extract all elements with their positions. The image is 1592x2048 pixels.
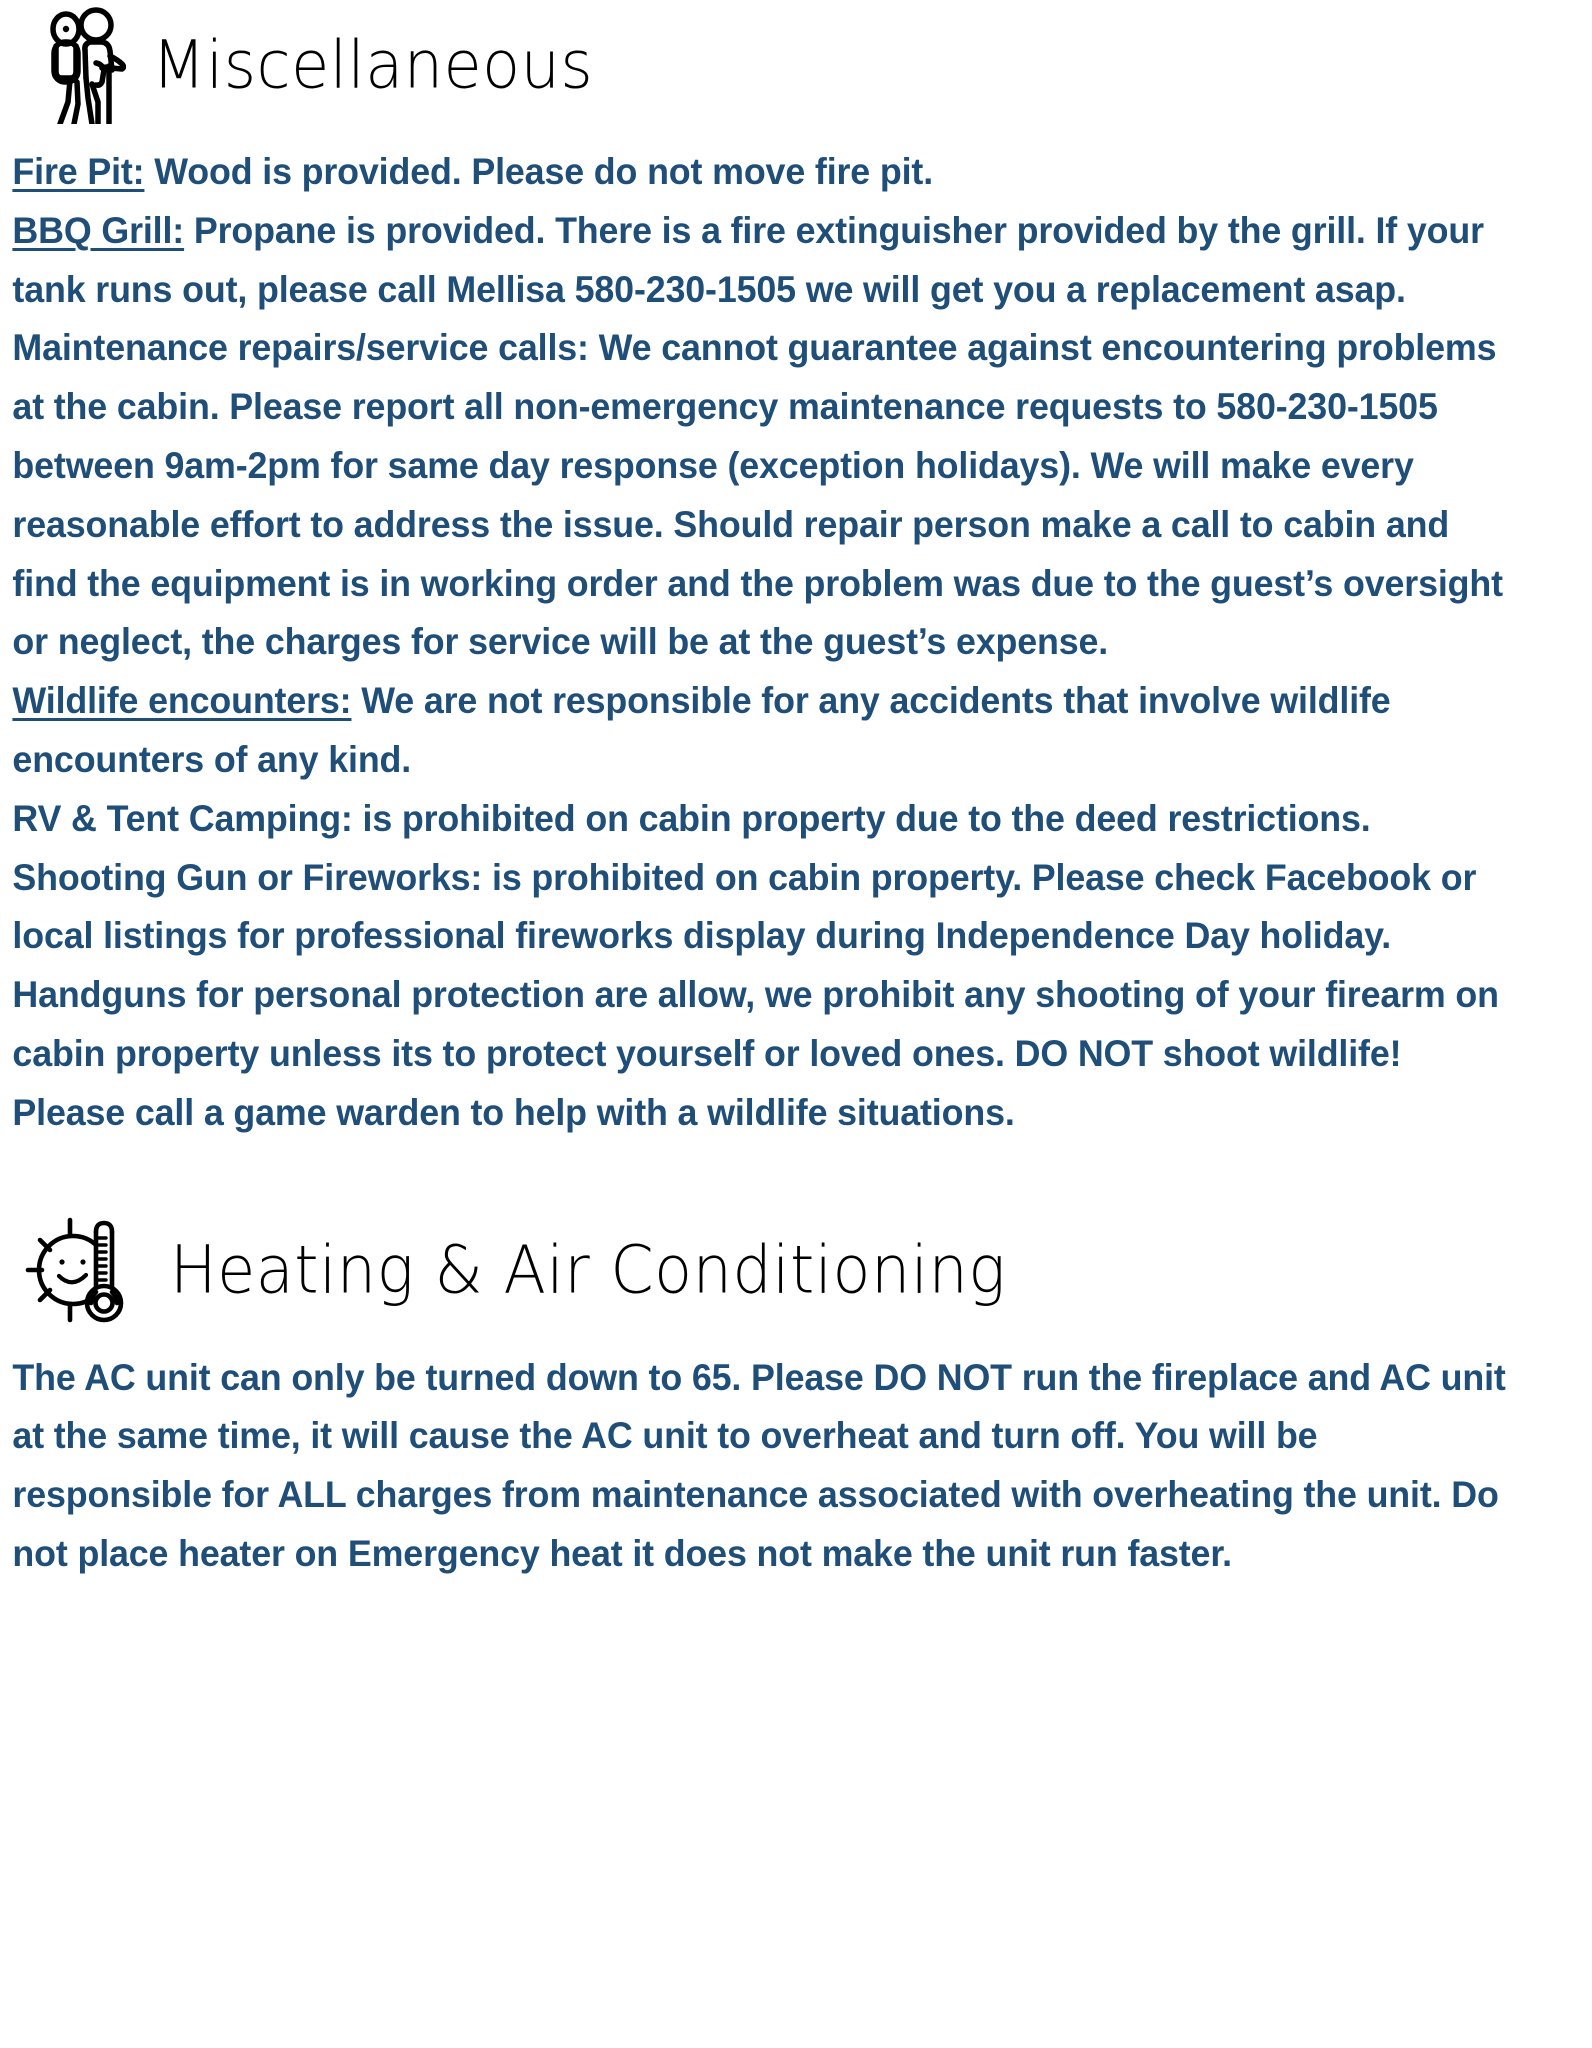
section-heading-miscellaneous (0, 6, 1592, 124)
miscellaneous-section (0, 0, 1592, 124)
heating-air-conditioning-body (0, 1348, 1520, 1583)
paragraph-maintenance (12, 318, 1510, 671)
miscellaneous-body (0, 142, 1520, 1142)
text-shooting-fireworks: Shooting Gun or Fireworks: is prohibited on cabin property. Please check Facebook or local listings for professional fireworks display during Independence Day holiday. Handguns for personal protection are allow, we prohibit any shooting of your firearm on cabin property unless its to protect yourself or loved ones. DO NOT shoot wildlife! Please call a game warden to help with a wildlife situations. (12, 855, 1499, 1133)
heating-air-conditioning-section (0, 1214, 1592, 1326)
text-rv-tent-camping: RV & Tent Camping: is prohibited on cabin property due to the deed restrictions. (12, 796, 1371, 839)
paragraph-ac-unit (12, 1348, 1510, 1583)
paragraph-bbq-grill (12, 201, 1510, 319)
text-bbq-grill: Propane is provided. There is a fire extinguisher provided by the grill. If your tank runs out, please call Mellisa 580-230-1505 we will get you a replacement asap. (12, 208, 1484, 310)
label-bbq-grill: BBQ Grill: (12, 208, 185, 251)
hikers-icon (30, 6, 126, 124)
paragraph-wildlife-encounters (12, 671, 1510, 730)
section-title: Heating & Air Conditioning (170, 1230, 1006, 1309)
paragraph-fire-pit (12, 142, 1510, 201)
text-maintenance: Maintenance repairs/service calls: We cannot guarantee against encountering problems at the cabin. Please report all non-emergency maintenance requests to 580-230-1505 between 9am-2pm for same day response (exception holidays). We will make every reasonable effort to address the issue. Should repair person make a call to cabin and find the equipment is in working order and the problem was due to the guest’s oversight or neglect, the charges for service will be at the guest’s expense. (12, 326, 1503, 663)
text-ac-unit: The AC unit can only be turned down to 65. Please DO NOT run the fireplace and AC unit at the same time, it will cause the AC unit to overheat and turn off. You will be responsible for ALL charges from maintenance associated with overheating the unit. Do not place heater on Emergency heat it does not make the unit run faster. (12, 1355, 1506, 1574)
paragraph-encounters-any-kind (12, 730, 1510, 789)
label-wildlife-encounters: Wildlife encounters: (12, 679, 352, 722)
section-heading-heating-air-conditioning (22, 1214, 1592, 1326)
text-wildlife-encounters: We are not responsible for any accidents that involve wildlife (351, 679, 1391, 722)
text-fire-pit: Wood is provided. Please do not move fire pit. (144, 150, 934, 192)
paragraph-shooting-fireworks (12, 848, 1510, 1142)
label-fire-pit: Fire Pit: (12, 150, 145, 192)
sun-thermometer-icon (22, 1214, 140, 1326)
text-encounters-any-kind: encounters of any kind. (12, 737, 412, 780)
section-title: Miscellaneous (152, 26, 594, 104)
paragraph-rv-tent-camping (12, 789, 1510, 848)
